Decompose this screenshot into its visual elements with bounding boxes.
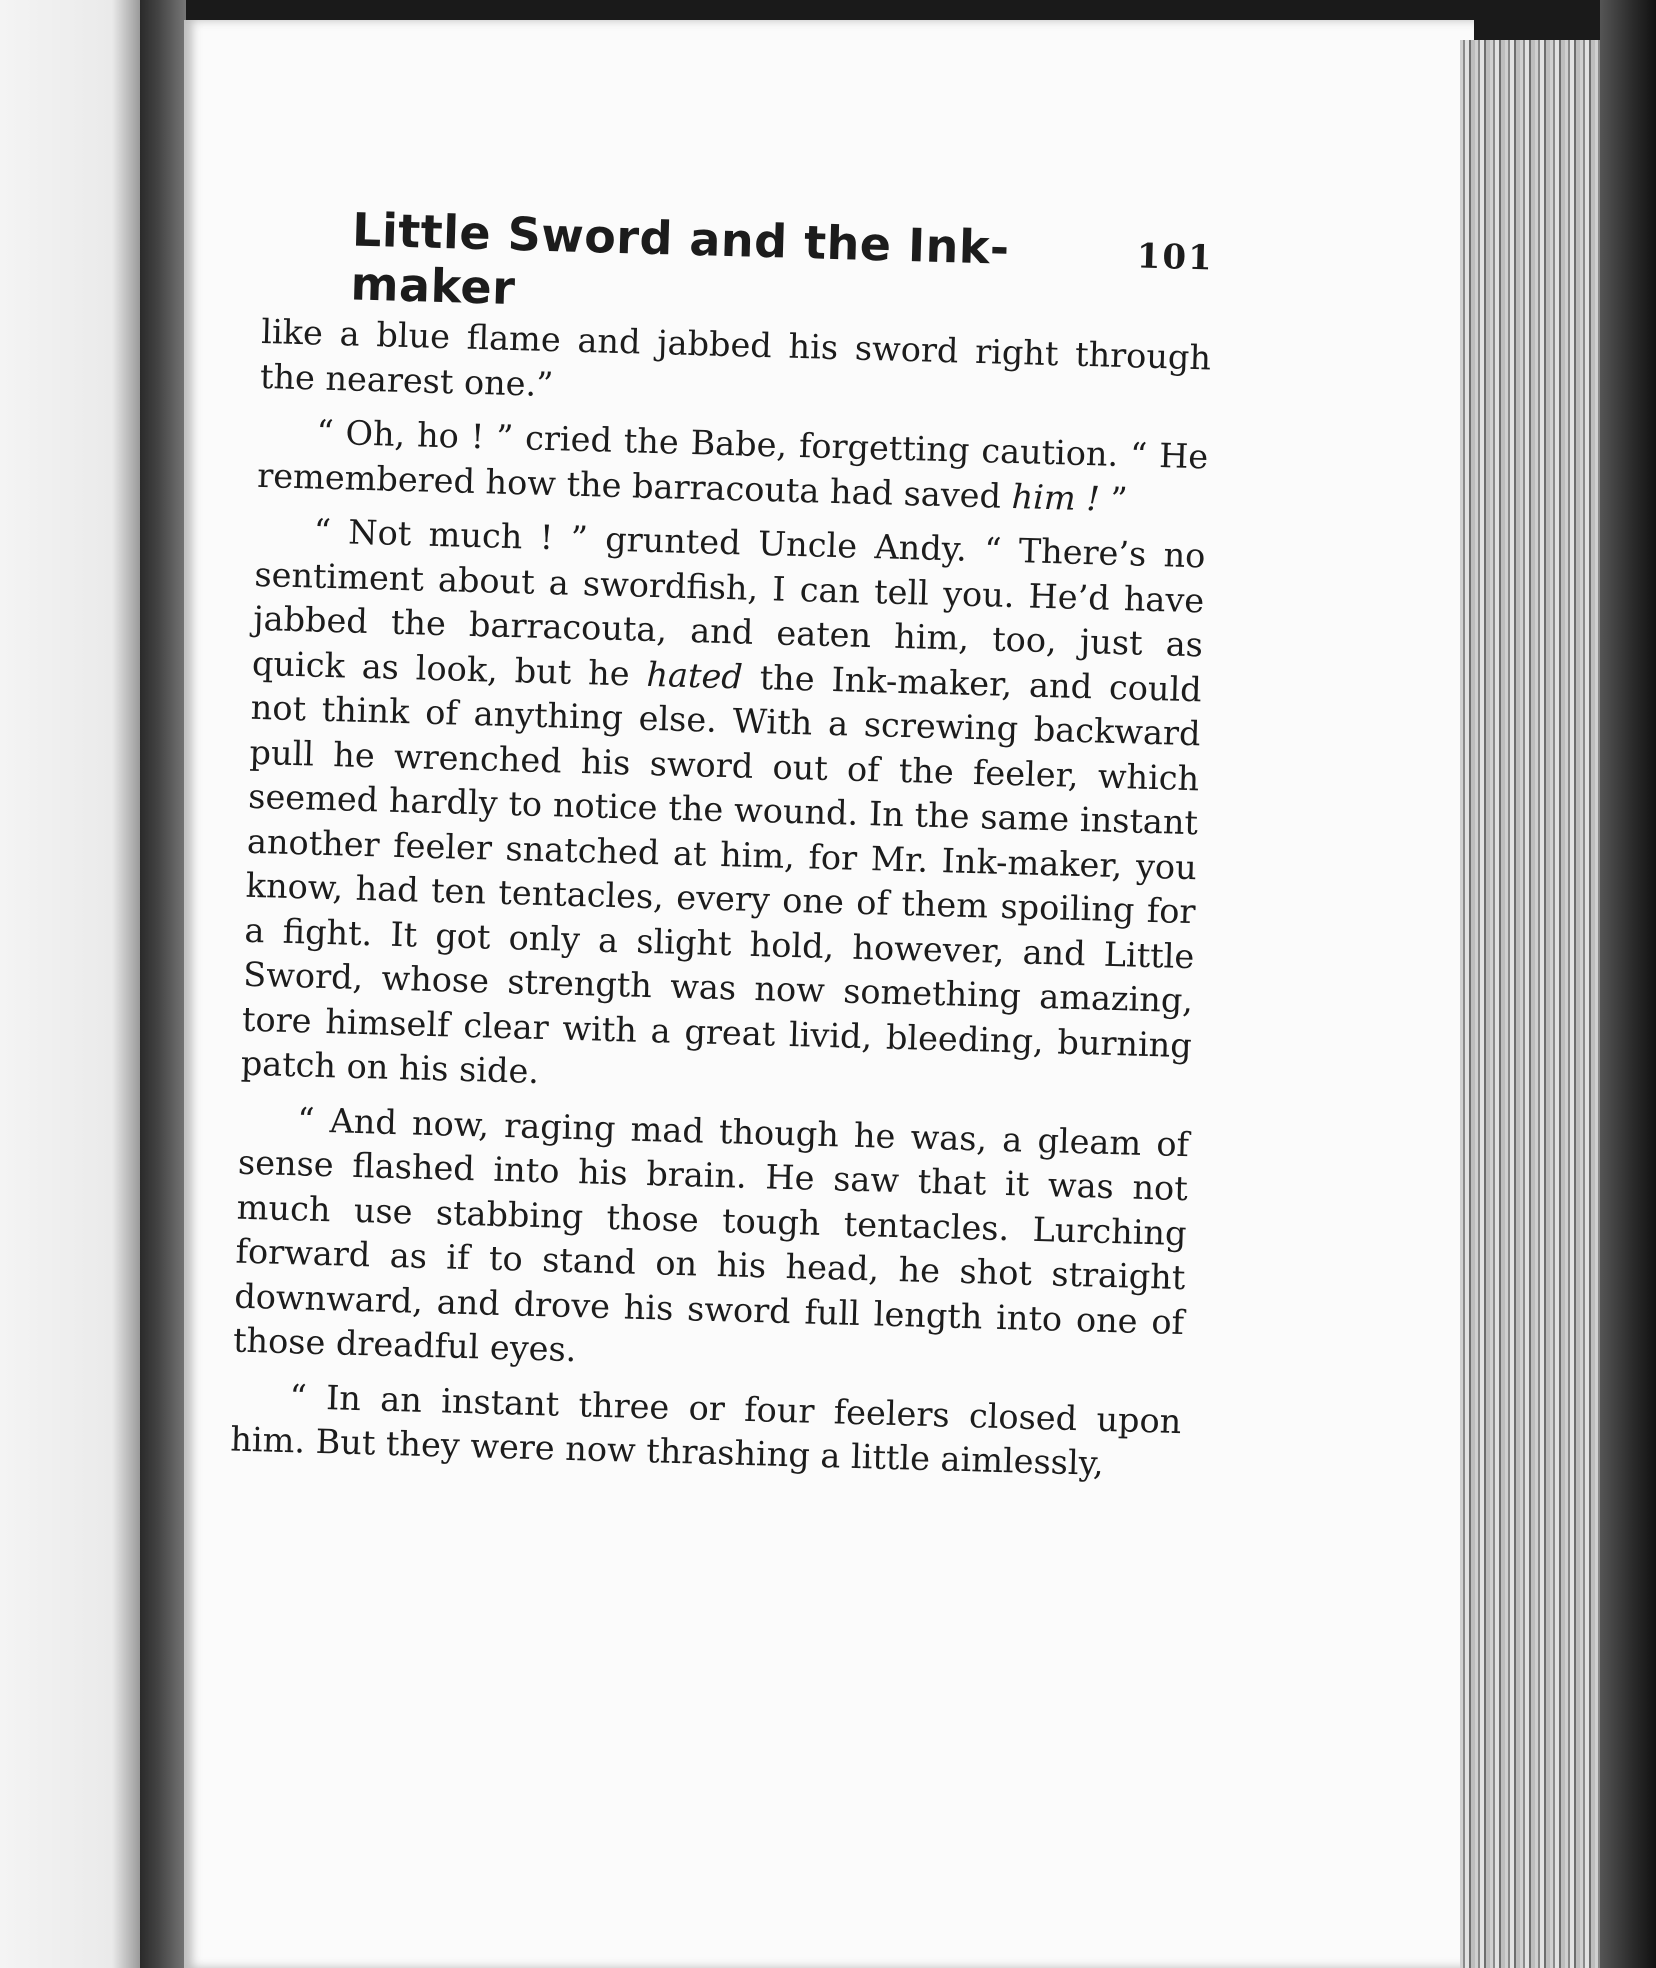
paragraph	[230, 1373, 1182, 1488]
book-cover-edge	[1600, 0, 1656, 1968]
book-gutter	[140, 0, 186, 1968]
page-text-block	[229, 200, 1214, 1499]
paragraph	[257, 409, 1209, 524]
chapter-title: Little Sword and the Ink-maker	[349, 202, 1011, 316]
paragraph	[240, 508, 1206, 1113]
italic-text: him !	[1011, 476, 1101, 518]
left-page-edge	[0, 0, 140, 1968]
paragraph-text: ”	[1099, 478, 1129, 519]
running-head	[350, 202, 1215, 334]
paragraph-text: “ Oh, ho ! ” cried the Babe, forgetting caution. “ He remembered how the barracouta had saved	[256, 412, 1209, 516]
paragraph-text: like a blue flame and jabbed his sword right through the nearest one.”	[259, 311, 1212, 404]
paragraph-text: “ And now, raging mad though he was, a gleam of sense flashed into his brain. He saw that it was not much use stabbing those tough tentacles. Lurching forward as if to stand on his head, he shot straight downward, and drove his sword full length into one of those dreadful eyes.	[232, 1099, 1190, 1370]
paragraph-text: “ Not much ! ” grunted Uncle Andy. “ There’s no sentiment about a swordfish, I can tell you. He’d have jabbed the barracouta, and eaten him, too, just as quick as look, but he	[251, 511, 1206, 694]
paragraph-text: the Ink-maker, and could not think of anything else. With a screwing backward pull he wrenched his sword out of the feeler, which seemed hardly to notice the wound. In the same instant another feeler snatched at him, for Mr. Ink-maker, you know, had ten tentacles, every one of them spoiling for a fight. It got only a slight hold, however, and Little Sword, whose strength was now something amazing, tore himself clear with a great livid, bleeding, burning patch on his side.	[240, 657, 1203, 1091]
page-number: 101	[1136, 236, 1215, 279]
paragraph-text: “ In an instant three or four feelers closed upon him. But they were now thrashing a little aimlessly,	[229, 1376, 1182, 1483]
paragraph	[233, 1096, 1190, 1389]
body-text	[230, 310, 1212, 1489]
italic-text: hated	[646, 654, 744, 697]
